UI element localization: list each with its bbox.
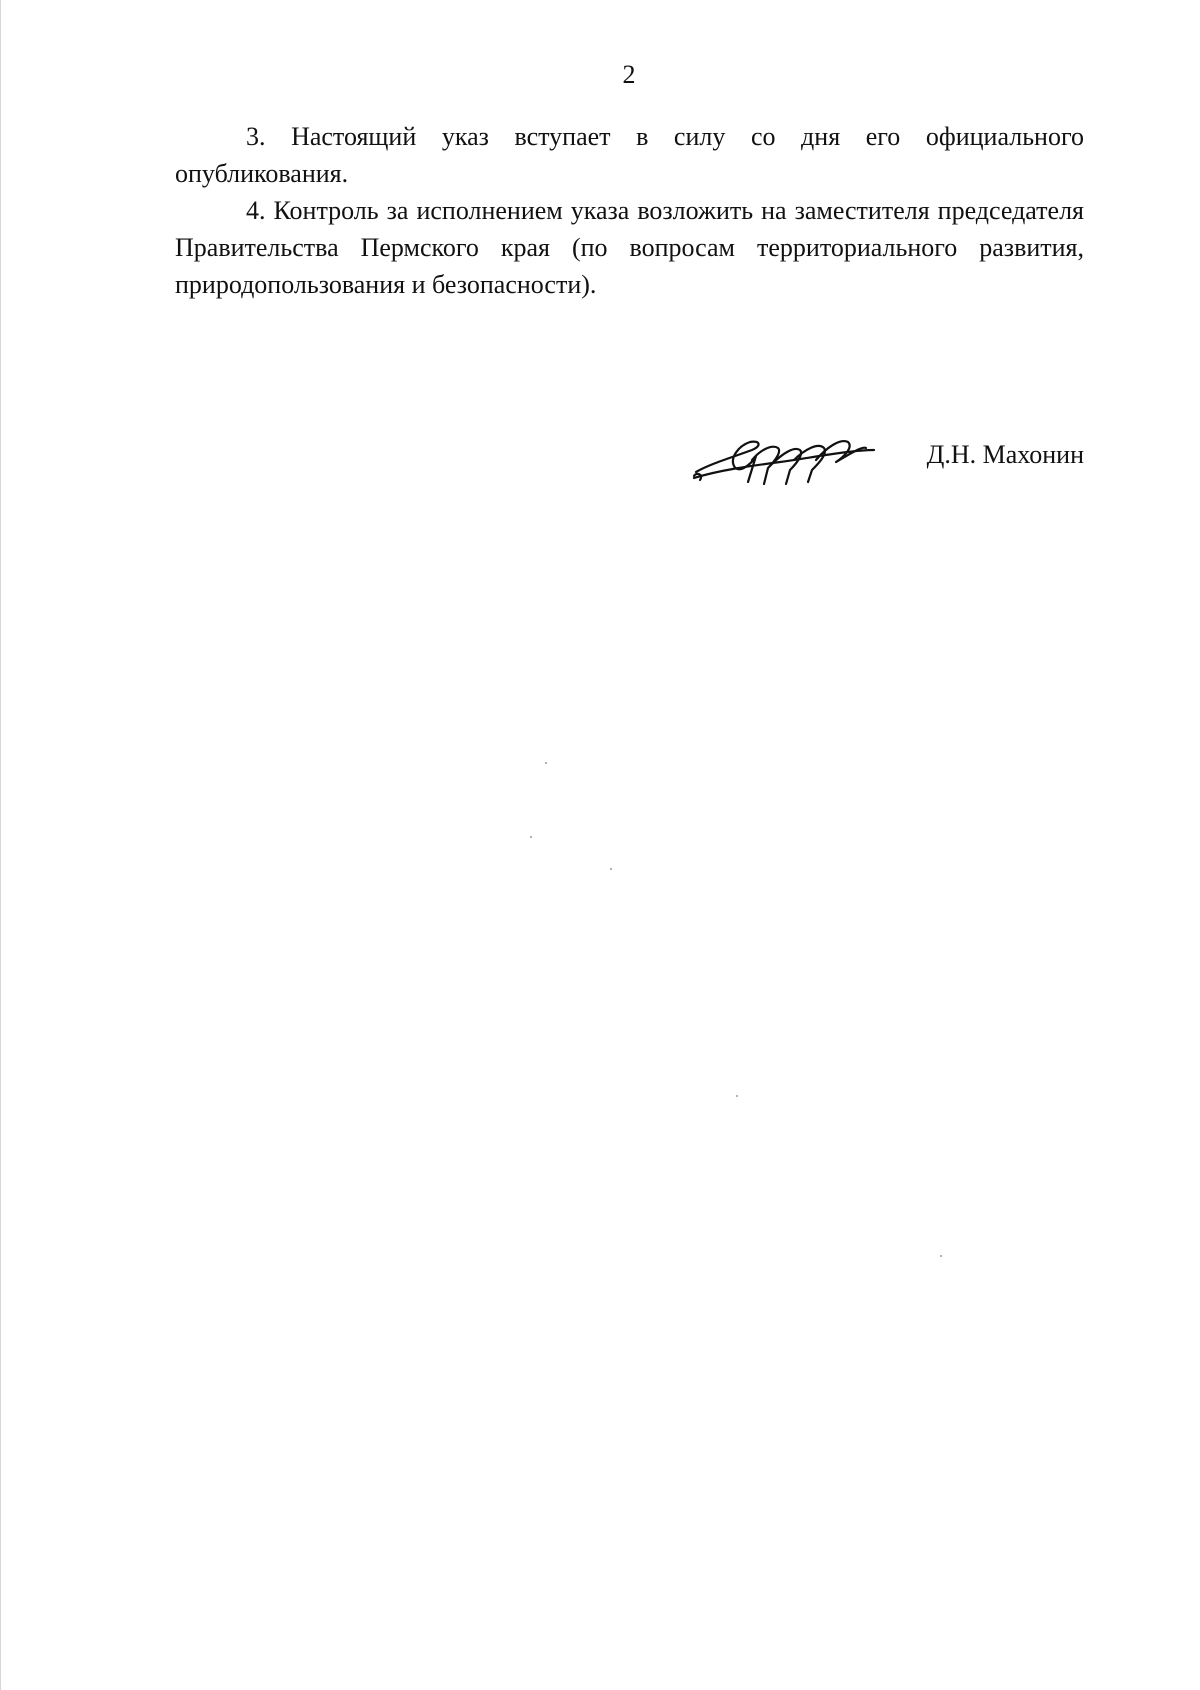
handwritten-signature bbox=[690, 420, 880, 490]
scan-speck bbox=[610, 868, 612, 870]
document-body bbox=[175, 118, 1084, 303]
scan-speck bbox=[545, 762, 547, 764]
scan-speck bbox=[530, 836, 532, 838]
signature-block bbox=[690, 420, 1084, 490]
page-number: 2 bbox=[622, 60, 636, 89]
signer-name: Д.Н. Махонин bbox=[926, 440, 1084, 469]
paragraph-4: 4. Контроль за исполнением указа возложить на заместителя председателя Правительства Пермского края (по вопросам территориального развития, природопользования и безопасности). bbox=[175, 196, 1084, 299]
paragraph-3: 3. Настоящий указ вступает в силу со дня его официального опубликования. bbox=[175, 122, 1084, 188]
scan-speck bbox=[736, 1095, 738, 1097]
scan-edge bbox=[0, 0, 1, 1690]
scan-speck bbox=[940, 1255, 942, 1257]
